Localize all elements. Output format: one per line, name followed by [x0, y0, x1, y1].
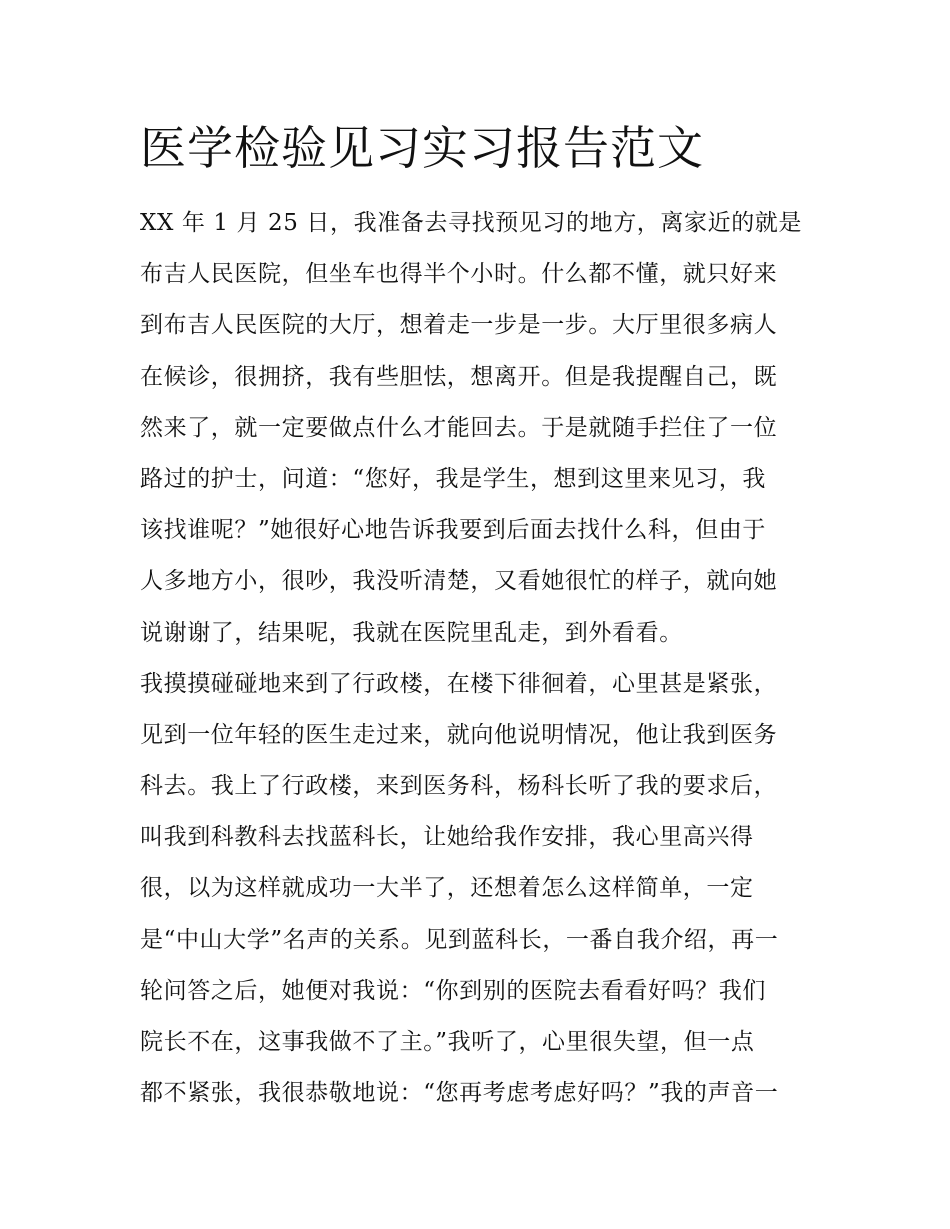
body-line: 该找谁呢？”她很好心地告诉我要到后面去找什么科，但由于	[140, 517, 766, 544]
body-line: 很，以为这样就成功一大半了，还想着怎么这样简单，一定	[140, 875, 754, 902]
body-line: 我摸摸碰碰地来到了行政楼，在楼下徘徊着，心里甚是紧张，	[140, 670, 778, 697]
body-line: 人多地方小，很吵，我没听清楚，又看她很忙的样子，就向她	[140, 568, 778, 595]
body-line: 叫我到科教科去找蓝科长，让她给我作安排，我心里高兴得	[140, 824, 754, 851]
body-line: 说谢谢了，结果呢，我就在医院里乱走，到外看看。	[140, 619, 683, 646]
body-line: 科去。我上了行政楼，来到医务科，杨科长听了我的要求后，	[140, 773, 778, 800]
body-line: 是“中山大学”名声的关系。见到蓝科长，一番自我介绍，再一	[140, 926, 779, 953]
body-line: 然来了，就一定要做点什么才能回去。于是就随手拦住了一位	[140, 414, 778, 441]
body-line: XX 年 1 月 25 日，我准备去寻找预见习的地方，离家近的就是	[140, 210, 803, 236]
body-line: 到布吉人民医院的大厅，想着走一步是一步。大厅里很多病人	[140, 312, 778, 339]
body-line: 都不紧张，我很恭敬地说：“您再考虑考虑好吗？”我的声音一	[140, 1080, 779, 1107]
body-line: 轮问答之后，她便对我说：“你到别的医院去看看好吗？我们	[140, 977, 766, 1004]
document-title: 医学检验见习实习报告范文	[140, 121, 704, 175]
body-line: 院长不在，这事我做不了主。”我听了，心里很失望，但一点	[140, 1029, 755, 1055]
document-body	[140, 198, 840, 1119]
body-line: 在候诊，很拥挤，我有些胆怯，想离开。但是我提醒自己，既	[140, 363, 778, 390]
body-line: 布吉人民医院，但坐车也得半个小时。什么都不懂，就只好来	[140, 261, 778, 288]
body-line: 路过的护士，问道：“您好，我是学生，想到这里来见习，我	[140, 465, 766, 492]
body-line: 见到一位年轻的医生走过来，就向他说明情况，他让我到医务	[140, 721, 778, 748]
